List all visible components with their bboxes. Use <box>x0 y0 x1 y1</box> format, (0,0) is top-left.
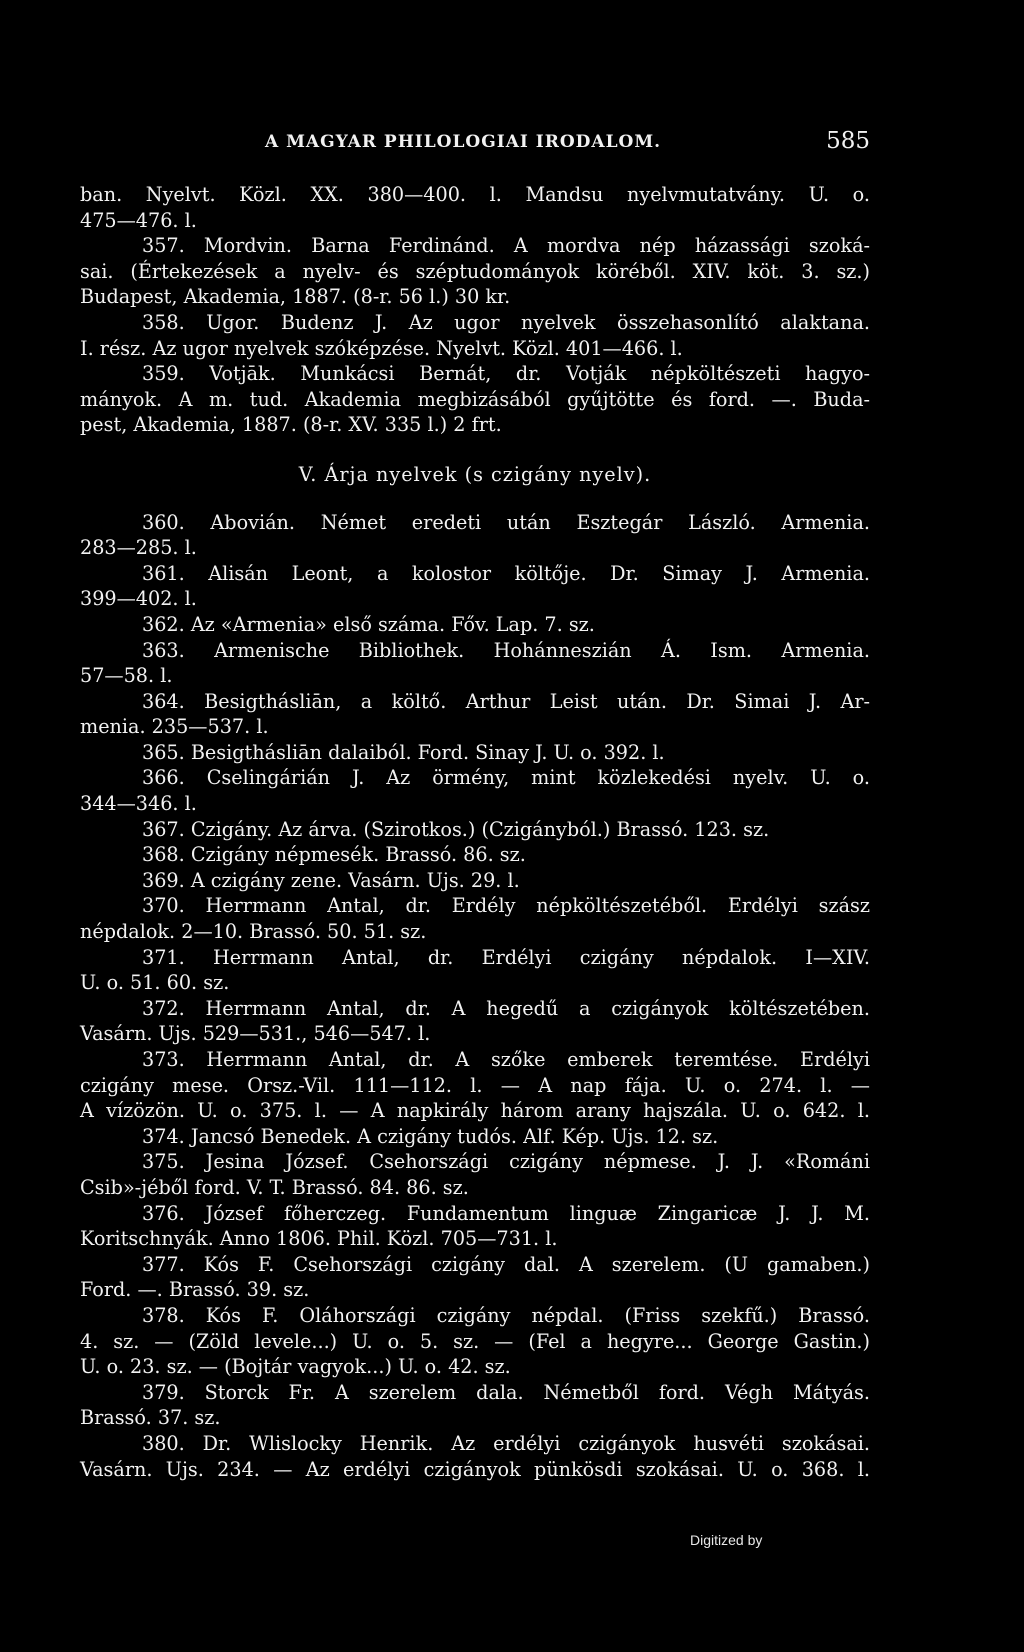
text-line: sai. (Értekezések a nyelv- és széptudományok köréből. XIV. köt. 3. sz.) <box>80 259 870 283</box>
page-header <box>80 128 870 158</box>
running-title: A MAGYAR PHILOLOGIAI IRODALOM. <box>265 132 662 152</box>
text-line: 358. Ugor. Budenz J. Az ugor nyelvek összehasonlító alaktana. <box>142 310 870 334</box>
text-line: 365. Besigthásliān dalaiból. Ford. Sinay J. U. o. 392. l. <box>142 740 665 764</box>
text-line: Csib»-jéből ford. V. T. Brassó. 84. 86. sz. <box>80 1175 469 1199</box>
text-line: Brassó. 37. sz. <box>80 1406 221 1430</box>
text-line: 378. Kós F. Oláhországi czigány népdal. (Friss szekfű.) Brassó. <box>142 1303 870 1327</box>
text-line: U. o. 23. sz. — (Bojtár vagyok...) U. o. 42. sz. <box>80 1355 511 1379</box>
text-line: 370. Herrmann Antal, dr. Erdély népköltészetéből. Erdélyi szász <box>142 894 870 918</box>
text-line: Koritschnyák. Anno 1806. Phil. Közl. 705—731. l. <box>80 1227 558 1251</box>
text-line: Vasárn. Ujs. 234. — Az erdélyi czigányok pünkösdi szokásai. U. o. 368. l. <box>80 1457 870 1481</box>
text-line: 4. sz. — (Zöld levele...) U. o. 5. sz. — (Fel a hegyre... George Gastin.) <box>80 1329 870 1353</box>
text-line: 360. Abovián. Német eredeti után Esztegár László. Armenia. <box>142 510 870 534</box>
section-heading: V. Árja nyelvek (s czigány nyelv). <box>298 462 652 486</box>
text-line: Ford. —. Brassó. 39. sz. <box>80 1278 310 1302</box>
text-line: 380. Dr. Wlislocky Henrik. Az erdélyi czigányok husvéti szokásai. <box>142 1431 870 1455</box>
text-line: 371. Herrmann Antal, dr. Erdélyi czigány népdalok. I—XIV. <box>142 945 870 969</box>
text-line: 357. Mordvin. Barna Ferdinánd. A mordva nép házassági szoká- <box>142 234 870 258</box>
body-text <box>80 182 870 1482</box>
text-line: 475—476. l. <box>80 208 197 232</box>
text-line: menia. 235—537. l. <box>80 715 269 739</box>
text-line: 362. Az «Armenia» első száma. Főv. Lap. 7. sz. <box>142 612 595 636</box>
text-line: 364. Besigthásliān, a költő. Arthur Leist után. Dr. Simai J. Ar- <box>142 689 870 713</box>
text-line: 375. Jesina József. Csehországi czigány népmese. J. J. «Románi <box>142 1150 870 1174</box>
text-line: 57—58. l. <box>80 664 173 688</box>
text-line: 399—402. l. <box>80 587 197 611</box>
text-line: 373. Herrmann Antal, dr. A szőke emberek teremtése. Erdélyi <box>142 1048 870 1071</box>
text-line: pest, Akademia, 1887. (8-r. XV. 335 l.) 2 frt. <box>80 413 502 437</box>
text-line: 374. Jancsó Benedek. A czigány tudós. Alf. Kép. Ujs. 12. sz. <box>142 1124 719 1148</box>
text-line: 359. Votjāk. Munkácsi Bernát, dr. Votják népköltészeti hagyo- <box>142 362 870 386</box>
text-line: A vízözön. U. o. 375. l. — A napkirály három arany hajszála. U. o. 642. l. <box>80 1099 870 1123</box>
text-line: 366. Cselingárián J. Az örmény, mint közlekedési nyelv. U. o. <box>142 766 870 790</box>
text-line: mányok. A m. tud. Akademia megbizásából gyűjtötte és ford. —. Buda- <box>80 387 870 411</box>
text-line: 372. Herrmann Antal, dr. A hegedű a czigányok költészetében. <box>142 996 870 1020</box>
text-line: népdalok. 2—10. Brassó. 50. 51. sz. <box>80 920 427 944</box>
text-line: czigány mese. Orsz.-Vil. 111—112. l. — A nap fája. U. o. 274. l. — <box>80 1073 870 1097</box>
text-line: 369. A czigány zene. Vasárn. Ujs. 29. l. <box>142 868 520 892</box>
text-line: Vasárn. Ujs. 529—531., 546—547. l. <box>80 1022 431 1046</box>
page-number: 585 <box>826 128 870 154</box>
text-line: ban. Nyelvt. Közl. XX. 380—400. l. Mandsu nyelvmutatvány. U. o. <box>80 183 870 206</box>
entries-block-b <box>80 510 870 1483</box>
text-line: 377. Kós F. Csehországi czigány dal. A szerelem. (U gamaben.) <box>142 1252 870 1276</box>
text-line: 368. Czigány népmesék. Brassó. 86. sz. <box>142 843 526 867</box>
text-line: 344—346. l. <box>80 792 197 816</box>
text-line: 367. Czigány. Az árva. (Szirotkos.) (Czigányból.) Brassó. 123. sz. <box>142 817 770 841</box>
text-line: 379. Storck Fr. A szerelem dala. Németből ford. Végh Mátyás. <box>142 1380 870 1404</box>
digitized-by-label: Digitized by <box>690 1532 763 1548</box>
text-line: Budapest, Akademia, 1887. (8-r. 56 l.) 30 kr. <box>80 285 511 309</box>
text-line: 376. József főherczeg. Fundamentum linguæ Zingaricæ J. J. M. <box>142 1201 870 1225</box>
entries-block-a <box>80 182 870 438</box>
text-line: 283—285. l. <box>80 536 197 560</box>
text-line: 363. Armenische Bibliothek. Hohánneszián Á. Ism. Armenia. <box>142 638 870 662</box>
text-line: I. rész. Az ugor nyelvek szóképzése. Nyelvt. Közl. 401—466. l. <box>80 336 683 360</box>
text-line: U. o. 51. 60. sz. <box>80 971 230 995</box>
text-line: 361. Alisán Leont, a kolostor költője. Dr. Simay J. Armenia. <box>142 561 870 585</box>
